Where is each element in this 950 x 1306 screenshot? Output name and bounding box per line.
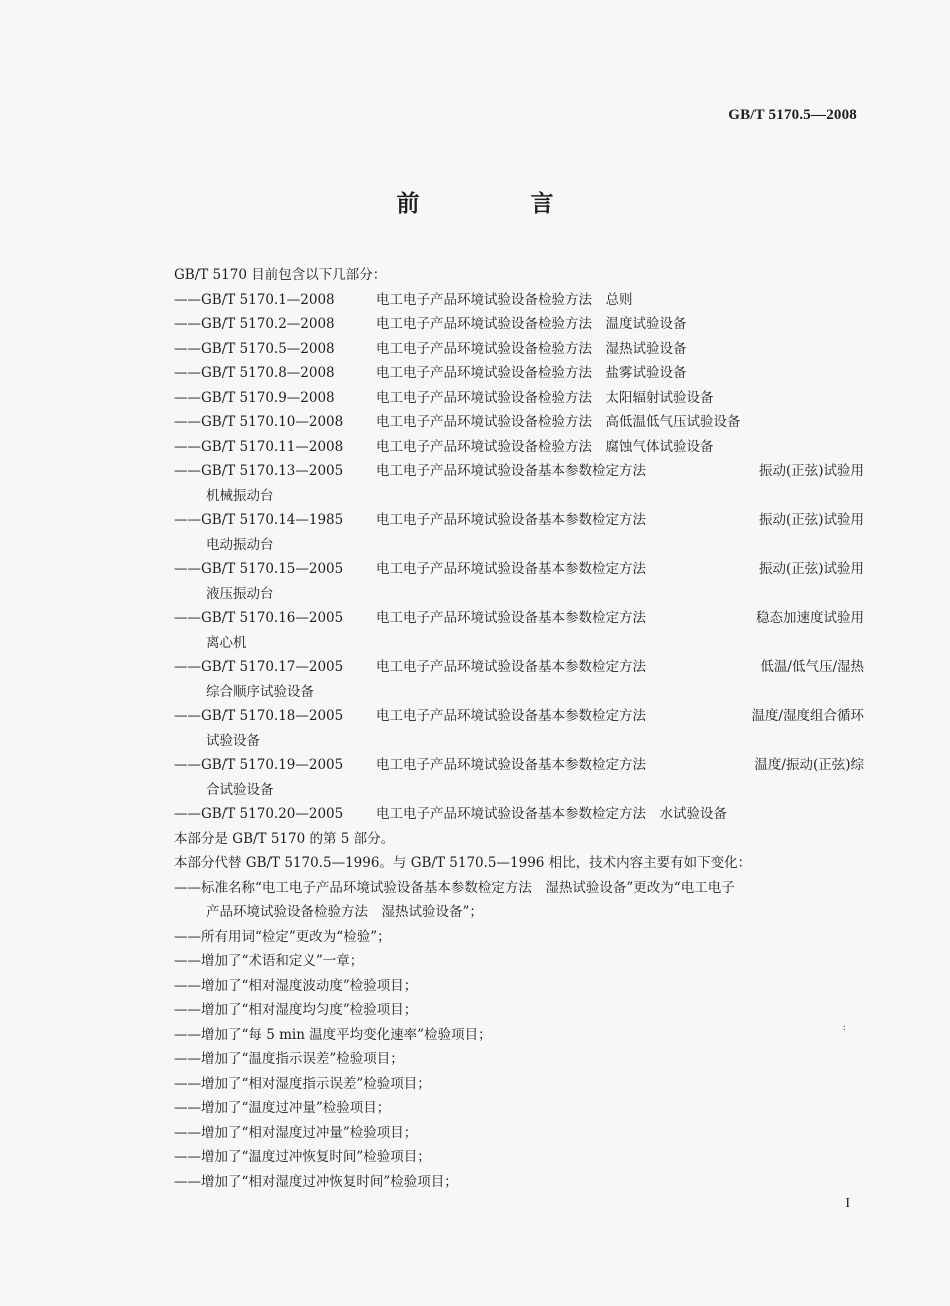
part-description [376, 606, 864, 631]
change-text: ——增加了“相对湿度均匀度”检验项目； [174, 1002, 418, 1018]
part-description-tail: 低温/低气压/湿热 [760, 659, 864, 675]
part-description-main: 电工电子产品环境试验设备基本参数检定方法 [376, 561, 646, 577]
part-code: ——GB/T 5170.9—2008 [174, 389, 335, 406]
change-text: ——增加了“相对湿度指示误差”检验项目； [174, 1075, 431, 1092]
part-item [174, 312, 864, 337]
change-text: ——增加了“每 5 min 温度平均变化速率”检验项目； [174, 1026, 492, 1043]
part-description-tail: 温度/振动(正弦)综 [754, 757, 864, 773]
change-text: ——所有用词“检定”更改为“检验”； [174, 928, 391, 945]
part-description-continuation: 合试验设备 [206, 781, 274, 798]
page-number: I [845, 1196, 850, 1211]
part-code: ——GB/T 5170.13—2005 [174, 463, 344, 479]
part-description-tail: 温度/湿度组合循环 [751, 708, 864, 724]
page-title: 前 言 [396, 190, 598, 217]
part-description: 电工电子产品环境试验设备检验方法 盐雾试验设备 [376, 365, 687, 381]
change-item [174, 949, 864, 974]
part-item [174, 288, 864, 313]
change-item [174, 876, 864, 925]
part-item [174, 802, 864, 827]
changes-list [174, 876, 864, 1195]
part-description-main: 电工电子产品环境试验设备基本参数检定方法 [376, 708, 646, 724]
change-item [174, 974, 864, 999]
part-code: ——GB/T 5170.8—2008 [174, 365, 335, 381]
part-description-tail: 振动(正弦)试验用 [758, 561, 864, 577]
part-statement: 本部分是 GB/T 5170 的第 5 部分。 [174, 830, 395, 847]
change-item [174, 1121, 864, 1146]
part-description [376, 508, 864, 533]
part-code: ——GB/T 5170.18—2005 [174, 708, 344, 724]
change-text: ——增加了“温度过冲恢复时间”检验项目； [174, 1149, 431, 1165]
part-description-main: 电工电子产品环境试验设备基本参数检定方法 [376, 659, 646, 675]
part-description-main: 电工电子产品环境试验设备基本参数检定方法 [376, 463, 646, 479]
part-item [174, 435, 864, 460]
part-description [376, 753, 864, 778]
change-text: ——增加了“温度过冲量”检验项目； [174, 1100, 391, 1116]
part-description-continuation: 电动振动台 [206, 536, 274, 553]
part-item [174, 557, 864, 606]
foreword-body [174, 263, 864, 1194]
change-text: ——增加了“相对湿度波动度”检验项目； [174, 977, 418, 994]
change-item [174, 925, 864, 950]
part-description: 电工电子产品环境试验设备检验方法 总则 [376, 291, 633, 308]
part-item [174, 655, 864, 704]
change-text: ——增加了“相对湿度过冲量”检验项目； [174, 1124, 418, 1141]
change-text: ——增加了“术语和定义”一章； [174, 953, 364, 969]
part-description: 电工电子产品环境试验设备检验方法 高低温低气压试验设备 [376, 414, 741, 430]
part-item [174, 459, 864, 508]
part-code: ——GB/T 5170.5—2008 [174, 340, 335, 357]
change-item [174, 1072, 864, 1097]
part-description-continuation: 试验设备 [206, 732, 260, 749]
standard-code: GB/T 5170.5—2008 [728, 107, 857, 123]
intro-line: GB/T 5170 目前包含以下几部分： [174, 267, 387, 283]
part-description: 电工电子产品环境试验设备检验方法 太阳辐射试验设备 [376, 389, 714, 406]
part-description: 电工电子产品环境试验设备基本参数检定方法 水试验设备 [376, 806, 727, 822]
part-description-main: 电工电子产品环境试验设备基本参数检定方法 [376, 757, 646, 773]
part-code: ——GB/T 5170.19—2005 [174, 757, 344, 773]
replace-statement: 本部分代替 GB/T 5170.5—1996。与 GB/T 5170.5—1996 相比，技术内容主要有如下变化： [174, 855, 752, 871]
part-code: ——GB/T 5170.14—1985 [174, 512, 344, 528]
change-item [174, 1170, 864, 1195]
part-description-continuation: 液压振动台 [206, 585, 274, 602]
change-item [174, 1145, 864, 1170]
part-description [376, 557, 864, 582]
change-text: ——标准名称“电工电子产品环境试验设备基本参数检定方法 湿热试验设备”更改为“电工电子 [174, 879, 735, 896]
part-item [174, 337, 864, 362]
part-item [174, 508, 864, 557]
parts-list [174, 288, 864, 827]
part-item [174, 704, 864, 753]
change-text-continuation: 产品环境试验设备检验方法 湿热试验设备”； [206, 904, 483, 920]
stray-mark: : [842, 1022, 846, 1033]
part-code: ——GB/T 5170.11—2008 [174, 438, 344, 455]
part-description-continuation: 综合顺序试验设备 [206, 683, 314, 700]
change-item [174, 1096, 864, 1121]
part-description-main: 电工电子产品环境试验设备基本参数检定方法 [376, 512, 646, 528]
change-text: ——增加了“温度指示误差”检验项目； [174, 1051, 404, 1067]
part-description [376, 459, 864, 484]
part-item [174, 606, 864, 655]
part-description-continuation: 离心机 [206, 634, 247, 651]
part-description [376, 655, 864, 680]
change-text: ——增加了“相对湿度过冲恢复时间”检验项目； [174, 1173, 458, 1190]
part-description: 电工电子产品环境试验设备检验方法 温度试验设备 [376, 316, 687, 332]
part-code: ——GB/T 5170.20—2005 [174, 806, 344, 822]
part-code: ——GB/T 5170.2—2008 [174, 316, 335, 332]
part-description: 电工电子产品环境试验设备检验方法 腐蚀气体试验设备 [376, 438, 714, 455]
part-description-tail: 稳态加速度试验用 [756, 610, 864, 626]
part-description [376, 704, 864, 729]
part-item [174, 386, 864, 411]
part-code: ——GB/T 5170.16—2005 [174, 610, 344, 626]
part-item [174, 753, 864, 802]
part-description: 电工电子产品环境试验设备检验方法 湿热试验设备 [376, 340, 687, 357]
part-description-continuation: 机械振动台 [206, 487, 274, 504]
part-item [174, 410, 864, 435]
part-description-tail: 振动(正弦)试验用 [758, 512, 864, 528]
change-item [174, 1023, 864, 1048]
part-code: ——GB/T 5170.15—2005 [174, 561, 344, 577]
part-code: ——GB/T 5170.17—2005 [174, 659, 344, 675]
change-item [174, 998, 864, 1023]
part-code: ——GB/T 5170.10—2008 [174, 414, 344, 430]
part-item [174, 361, 864, 386]
part-description-main: 电工电子产品环境试验设备基本参数检定方法 [376, 610, 646, 626]
part-description-tail: 振动(正弦)试验用 [758, 463, 864, 479]
part-code: ——GB/T 5170.1—2008 [174, 291, 335, 308]
change-item [174, 1047, 864, 1072]
